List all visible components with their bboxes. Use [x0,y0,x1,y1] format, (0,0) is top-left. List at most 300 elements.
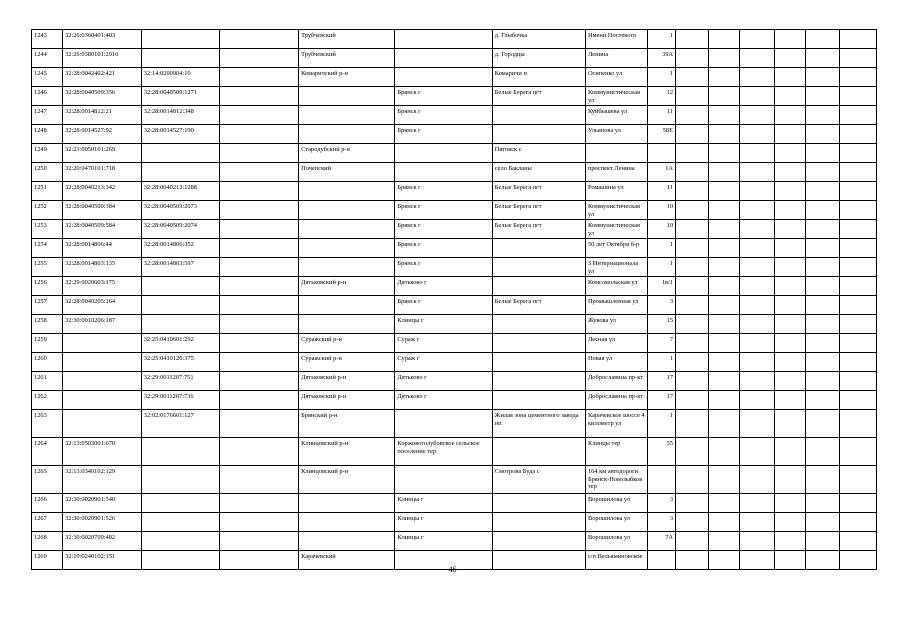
table-row [32,494,877,513]
table-row [32,513,877,532]
city-cell [395,466,492,494]
cadastral-number-cell: 32:28:0040205:164 [63,296,142,315]
settlement-cell: Белые Берега пгт [492,296,585,315]
empty-cell [806,258,839,277]
empty-cell [806,87,839,106]
empty-cell [839,220,876,239]
city-cell: Брянск г [395,296,492,315]
row-number-cell: 1250 [32,163,63,182]
row-number-cell: 1266 [32,494,63,513]
empty-cell [740,532,775,551]
row-number-cell: 1265 [32,466,63,494]
empty-cell [676,353,709,372]
district-cell [299,106,395,125]
empty-cell [806,163,839,182]
table-row [32,125,877,144]
district-cell [299,201,395,220]
district-cell [299,532,395,551]
street-cell: Ромашина ул [585,182,647,201]
empty-cell [839,201,876,220]
house-number-cell: 1 [648,239,676,258]
street-cell: 164 км автодороги Брянск-Новозыбков тер [585,466,647,494]
empty-cell [740,125,775,144]
empty-cell [839,296,876,315]
street-cell: Жукова ул [585,315,647,334]
house-number-cell: 1 [648,410,676,438]
settlement-cell [492,513,585,532]
table-row [32,220,877,239]
district-cell [299,182,395,201]
empty-cell [676,106,709,125]
settlement-cell [492,277,585,296]
settlement-cell: Белые Берега пгт [492,87,585,106]
empty-cell [839,494,876,513]
row-number-cell: 1249 [32,144,63,163]
previous-cadastral-number-cell [141,466,220,494]
table-row [32,277,877,296]
empty-cell [806,372,839,391]
empty-cell [676,494,709,513]
empty-cell [220,30,299,49]
house-number-cell: 35 [648,438,676,466]
house-number-cell: 7А [648,532,676,551]
cadastral-number-cell: 32:30:0010206:187 [63,315,142,334]
empty-cell [676,49,709,68]
settlement-cell: Смотрова Буда с [492,466,585,494]
empty-cell [220,163,299,182]
empty-cell [775,277,806,296]
previous-cadastral-number-cell [141,30,220,49]
empty-cell [839,513,876,532]
settlement-cell: д. Глыбочка [492,30,585,49]
empty-cell [709,182,740,201]
row-number-cell: 1252 [32,201,63,220]
empty-cell [709,391,740,410]
empty-cell [220,494,299,513]
empty-cell [709,239,740,258]
table-row [32,163,877,182]
table-row [32,68,877,87]
empty-cell [775,532,806,551]
street-cell: Доброславина пр-кт [585,391,647,410]
table-row [32,466,877,494]
cadastral-number-cell: 32:28:0014527:92 [63,125,142,144]
empty-cell [839,239,876,258]
empty-cell [740,353,775,372]
cadastral-number-cell: 32:26:0360401:403 [63,30,142,49]
empty-cell [220,87,299,106]
empty-cell [775,106,806,125]
empty-cell [676,125,709,144]
settlement-cell [492,494,585,513]
street-cell: 3 Интернационала ул [585,258,647,277]
city-cell: Брянск г [395,106,492,125]
house-number-cell: 11 [648,182,676,201]
empty-cell [806,494,839,513]
previous-cadastral-number-cell [141,494,220,513]
empty-cell [839,438,876,466]
row-number-cell: 1257 [32,296,63,315]
empty-cell [775,68,806,87]
street-cell: Промышленная ул [585,296,647,315]
cadastral-number-cell: 32:28:0040509:584 [63,220,142,239]
empty-cell [220,532,299,551]
empty-cell [709,410,740,438]
previous-cadastral-number-cell [141,513,220,532]
previous-cadastral-number-cell: 32:28:0014812:348 [141,106,220,125]
empty-cell [740,144,775,163]
street-cell: Новая ул [585,353,647,372]
house-number-cell: 15 [648,315,676,334]
previous-cadastral-number-cell [141,277,220,296]
empty-cell [740,201,775,220]
empty-cell [806,144,839,163]
house-number-cell: 39А [648,49,676,68]
cadastral-number-cell: 32:28:0014803:135 [63,258,142,277]
empty-cell [806,30,839,49]
cadastral-number-cell [63,410,142,438]
empty-cell [740,106,775,125]
empty-cell [220,125,299,144]
district-cell: Почепский [299,163,395,182]
previous-cadastral-number-cell: 32:14:0200904:10 [141,68,220,87]
empty-cell [676,277,709,296]
street-cell: Коммунистическая ул [585,87,647,106]
empty-cell [220,410,299,438]
district-cell: Дятьковский р-н [299,372,395,391]
table-row [32,239,877,258]
previous-cadastral-number-cell [141,144,220,163]
empty-cell [839,277,876,296]
city-cell [395,30,492,49]
district-cell [299,494,395,513]
street-cell: Имени Постевого [585,30,647,49]
row-number-cell: 1269 [32,551,63,570]
empty-cell [709,513,740,532]
house-number-cell: 1 [648,68,676,87]
house-number-cell: 3 [648,513,676,532]
city-cell: Брянск г [395,87,492,106]
empty-cell [775,372,806,391]
empty-cell [740,513,775,532]
table-row [32,410,877,438]
city-cell: Клинцы г [395,513,492,532]
settlement-cell [492,372,585,391]
previous-cadastral-number-cell: 32:02:0176601:127 [141,410,220,438]
empty-cell [220,466,299,494]
empty-cell [839,258,876,277]
house-number-cell [648,466,676,494]
settlement-cell [492,334,585,353]
previous-cadastral-number-cell: 32:28:0040509:2074 [141,220,220,239]
empty-cell [839,106,876,125]
district-cell: Клинцовский р-н [299,438,395,466]
district-cell: Дятьковский р-н [299,391,395,410]
empty-cell [709,220,740,239]
empty-cell [775,239,806,258]
empty-cell [775,201,806,220]
previous-cadastral-number-cell: 32:28:0014527:190 [141,125,220,144]
row-number-cell: 1248 [32,125,63,144]
empty-cell [709,334,740,353]
empty-cell [839,182,876,201]
house-number-cell: 1 [648,258,676,277]
empty-cell [740,372,775,391]
empty-cell [806,182,839,201]
settlement-cell: д. Городцы [492,49,585,68]
cadastral-number-cell: 32:13:0503001:670 [63,438,142,466]
row-number-cell: 1258 [32,315,63,334]
cadastral-number-cell [63,372,142,391]
register-table [31,29,877,570]
empty-cell [709,163,740,182]
empty-cell [676,144,709,163]
street-cell: Карачевское шоссе 4 километр ул [585,410,647,438]
settlement-cell: Белые Берега пгт [492,220,585,239]
cadastral-number-cell: 32:29:0020603:175 [63,277,142,296]
city-cell: Дятьково г [395,277,492,296]
table-row [32,30,877,49]
previous-cadastral-number-cell [141,296,220,315]
row-number-cell: 1255 [32,258,63,277]
previous-cadastral-number-cell: 32:25:0410126:375 [141,353,220,372]
cadastral-number-cell: 32:26:0380101:2916 [63,49,142,68]
empty-cell [676,513,709,532]
city-cell: Брянск г [395,125,492,144]
cadastral-number-cell: 32:30:0020901:540 [63,494,142,513]
city-cell: Сураж г [395,353,492,372]
empty-cell [676,391,709,410]
empty-cell [806,277,839,296]
street-cell: Ворошилова ул [585,494,647,513]
empty-cell [775,220,806,239]
city-cell [395,68,492,87]
district-cell [299,315,395,334]
empty-cell [220,372,299,391]
city-cell [395,49,492,68]
row-number-cell: 1261 [32,372,63,391]
empty-cell [220,49,299,68]
register-sheet [31,29,877,570]
previous-cadastral-number-cell [141,315,220,334]
empty-cell [709,438,740,466]
table-row [32,372,877,391]
previous-cadastral-number-cell: 32:25:0410601:292 [141,334,220,353]
street-cell: Ворошилова ул [585,532,647,551]
empty-cell [220,182,299,201]
empty-cell [709,494,740,513]
previous-cadastral-number-cell: 32:29:0011207:751 [141,372,220,391]
previous-cadastral-number-cell [141,438,220,466]
empty-cell [676,182,709,201]
table-row [32,182,877,201]
settlement-cell: Комаричи п [492,68,585,87]
empty-cell [839,144,876,163]
house-number-cell: 3 [648,296,676,315]
empty-cell [740,220,775,239]
row-number-cell: 1251 [32,182,63,201]
empty-cell [839,49,876,68]
settlement-cell: Жилая зона цементного завода нп [492,410,585,438]
district-cell: Карачевский [299,551,395,570]
row-number-cell: 1264 [32,438,63,466]
cadastral-number-cell: 32:13:0340102:129 [63,466,142,494]
cadastral-number-cell: 32:30:0020901:526 [63,513,142,532]
row-number-cell: 1259 [32,334,63,353]
district-cell: Трубчевский [299,49,395,68]
empty-cell [676,334,709,353]
city-cell [395,144,492,163]
empty-cell [740,296,775,315]
empty-cell [709,532,740,551]
empty-cell [709,296,740,315]
empty-cell [740,334,775,353]
street-cell: 50 лет Октября б-р [585,239,647,258]
empty-cell [806,391,839,410]
city-cell: Сураж г [395,334,492,353]
empty-cell [709,258,740,277]
street-cell [585,144,647,163]
empty-cell [740,277,775,296]
row-number-cell: 1253 [32,220,63,239]
empty-cell [839,372,876,391]
empty-cell [839,87,876,106]
district-cell [299,296,395,315]
city-cell: Брянск г [395,239,492,258]
settlement-cell [492,438,585,466]
empty-cell [740,258,775,277]
empty-cell [806,410,839,438]
empty-cell [676,68,709,87]
empty-cell [740,315,775,334]
page-number: 46 [448,565,457,574]
cadastral-number-cell: 32:10:0240102:151 [63,551,142,570]
previous-cadastral-number-cell: 32:28:0014806:352 [141,239,220,258]
empty-cell [676,532,709,551]
empty-cell [806,315,839,334]
settlement-cell [492,353,585,372]
empty-cell [220,353,299,372]
previous-cadastral-number-cell [141,532,220,551]
table-row [32,353,877,372]
empty-cell [775,391,806,410]
empty-cell [709,87,740,106]
settlement-cell: село Бакланы [492,163,585,182]
street-cell: Ленина [585,49,647,68]
city-cell: Клинцы г [395,494,492,513]
empty-cell [220,220,299,239]
city-cell: Брянск г [395,201,492,220]
house-number-cell [648,144,676,163]
table-row [32,144,877,163]
cadastral-number-cell [63,391,142,410]
settlement-cell [492,315,585,334]
city-cell: Клинцы г [395,532,492,551]
empty-cell [775,30,806,49]
district-cell: Брянский р-н [299,410,395,438]
settlement-cell: Белые Берега пгт [492,182,585,201]
cadastral-number-cell: 32:28:0042402:421 [63,68,142,87]
district-cell [299,239,395,258]
empty-cell [220,144,299,163]
city-cell: Дятьково г [395,372,492,391]
empty-cell [676,466,709,494]
empty-cell [676,239,709,258]
empty-cell [740,410,775,438]
table-row [32,391,877,410]
empty-cell [709,201,740,220]
empty-cell [806,239,839,258]
previous-cadastral-number-cell [141,49,220,68]
empty-cell [709,30,740,49]
empty-cell [709,353,740,372]
city-cell: Дятьково г [395,391,492,410]
city-cell [395,410,492,438]
house-number-cell: 1в/1 [648,277,676,296]
empty-cell [740,494,775,513]
district-cell [299,258,395,277]
city-cell: Коржовоголубовское сельское поселение тер [395,438,492,466]
empty-cell [220,296,299,315]
street-cell: Куйбышева ул [585,106,647,125]
empty-cell [740,163,775,182]
district-cell: Суражский р-н [299,334,395,353]
empty-cell [839,532,876,551]
row-number-cell: 1246 [32,87,63,106]
district-cell: Клинцовский р-н [299,466,395,494]
settlement-cell [492,532,585,551]
city-cell: Брянск г [395,220,492,239]
empty-cell [709,106,740,125]
empty-cell [220,438,299,466]
empty-cell [806,513,839,532]
cadastral-number-cell: 32:28:0014812:21 [63,106,142,125]
city-cell [395,163,492,182]
empty-cell [839,410,876,438]
empty-cell [775,144,806,163]
district-cell [299,220,395,239]
table-row [32,438,877,466]
city-cell: Брянск г [395,258,492,277]
settlement-cell [492,125,585,144]
empty-cell [676,87,709,106]
table-body [32,30,877,570]
district-cell: Стародубский р-н [299,144,395,163]
street-cell: Ворошилова ул [585,513,647,532]
street-cell: Лесная ул [585,334,647,353]
empty-cell [806,220,839,239]
district-cell: Трубчевский [299,30,395,49]
settlement-cell [492,391,585,410]
empty-cell [806,438,839,466]
empty-cell [709,68,740,87]
previous-cadastral-number-cell: 32:28:0040509:2073 [141,201,220,220]
empty-cell [839,125,876,144]
row-number-cell: 1247 [32,106,63,125]
empty-cell [775,438,806,466]
empty-cell [709,372,740,391]
district-cell [299,87,395,106]
empty-cell [775,494,806,513]
empty-cell [839,334,876,353]
empty-cell [740,30,775,49]
empty-cell [775,163,806,182]
empty-cell [709,125,740,144]
street-cell: проспект Ленина [585,163,647,182]
table-row [32,87,877,106]
empty-cell [806,68,839,87]
empty-cell [709,466,740,494]
